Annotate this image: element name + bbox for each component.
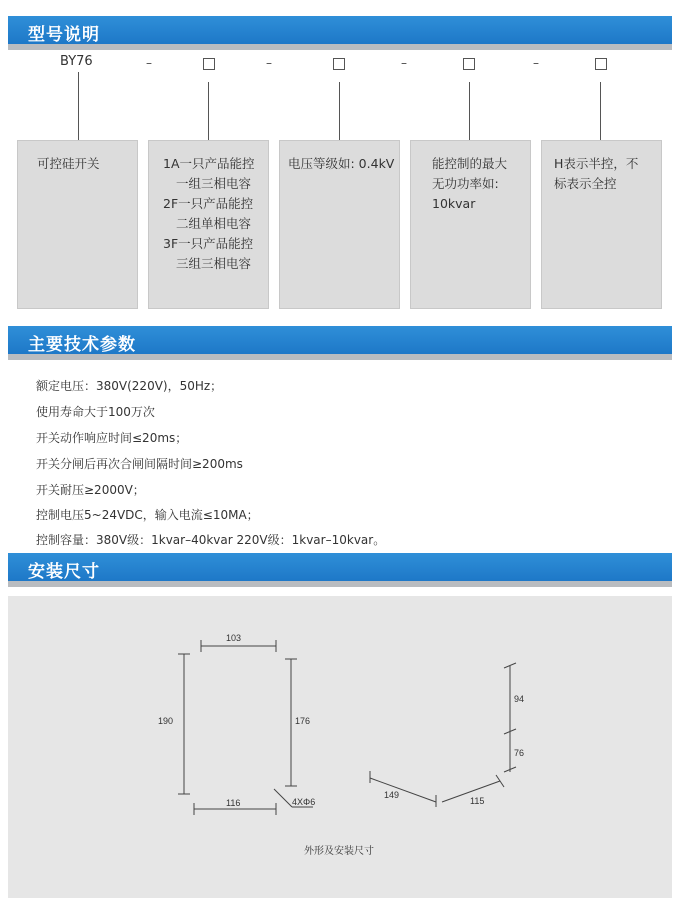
dim-label-holes: 4XΦ6	[292, 797, 316, 807]
param-reclose-interval: 开关分闸后再次合闸间隔时间≥200ms	[36, 457, 243, 471]
header-shadow	[8, 581, 672, 587]
box-2-line-3: 2F一只产品能控	[163, 196, 254, 211]
hole-leader-line	[274, 789, 292, 807]
box-2-line-2: 一组三相电容	[176, 176, 252, 191]
box-control-mode	[541, 140, 662, 309]
dim-line-149	[370, 778, 436, 802]
section-title-params: 主要技术参数	[28, 335, 136, 355]
box-reactive-power	[410, 140, 531, 309]
separator-1: –	[146, 56, 152, 70]
box-2-line-6: 三组三相电容	[176, 256, 252, 271]
leader-line-5	[600, 82, 601, 140]
dimension-drawing	[8, 596, 672, 898]
box-2-line-5: 3F一只产品能控	[163, 236, 254, 251]
box-4-line-1: 能控制的最大	[432, 156, 508, 171]
box-5-line-1: H表示半控，不	[554, 156, 639, 171]
dim-label-116: 116	[226, 798, 241, 808]
leader-line-2	[208, 82, 209, 140]
separator-2: –	[266, 56, 272, 70]
dim-label-190: 190	[158, 716, 174, 726]
section-title-install: 安装尺寸	[28, 562, 100, 582]
section-header-install	[8, 553, 672, 587]
leader-line-3	[339, 82, 340, 140]
param-response-time: 开关动作响应时间≤20ms；	[36, 431, 188, 445]
param-service-life: 使用寿命大于100万次	[36, 405, 155, 419]
leader-line-4	[469, 82, 470, 140]
dim-label-149: 149	[384, 790, 400, 800]
dim-label-94: 94	[514, 694, 525, 704]
code-slot-4	[595, 58, 607, 70]
box-4-line-3: 10kvar	[432, 196, 476, 211]
box-thyristor-switch	[17, 140, 138, 309]
param-control-capacity: 控制容量：380V级：1kvar–40kvar 220V级：1kvar–10kvar。	[36, 533, 386, 547]
dim-label-103: 103	[226, 633, 242, 643]
dim-label-115: 115	[470, 796, 485, 806]
param-rated-voltage: 额定电压：380V(220V)，50Hz；	[36, 379, 223, 393]
dim-label-176: 176	[295, 716, 311, 726]
separator-4: –	[533, 56, 539, 70]
header-shadow	[8, 44, 672, 50]
box-capacity-type	[148, 140, 269, 309]
section-header-params	[8, 326, 672, 360]
box-4-line-2: 无功功率如:	[432, 176, 499, 191]
box-1-line-1: 可控硅开关	[37, 156, 100, 171]
code-slot-2	[333, 58, 345, 70]
param-withstand-voltage: 开关耐压≥2000V；	[36, 483, 145, 497]
code-slot-1	[203, 58, 215, 70]
dimension-drawing-panel	[8, 596, 672, 898]
model-prefix: BY76	[60, 54, 93, 69]
leader-line-1	[78, 72, 79, 140]
param-control-voltage: 控制电压5~24VDC，输入电流≤10MA；	[36, 508, 259, 522]
box-2-line-4: 二组单相电容	[176, 216, 252, 231]
section-title-model: 型号说明	[28, 25, 100, 45]
box-2-line-1: 1A一只产品能控	[163, 156, 255, 171]
box-5-line-2: 标表示全控	[554, 176, 617, 191]
separator-3: –	[401, 56, 407, 70]
dim-label-76: 76	[514, 748, 525, 758]
box-3-line-1: 电压等级如: 0.4kV	[288, 156, 395, 171]
drawing-caption: 外形及安装尺寸	[304, 846, 374, 857]
code-slot-3	[463, 58, 475, 70]
box-voltage-level	[279, 140, 400, 309]
section-header-model	[8, 16, 672, 50]
